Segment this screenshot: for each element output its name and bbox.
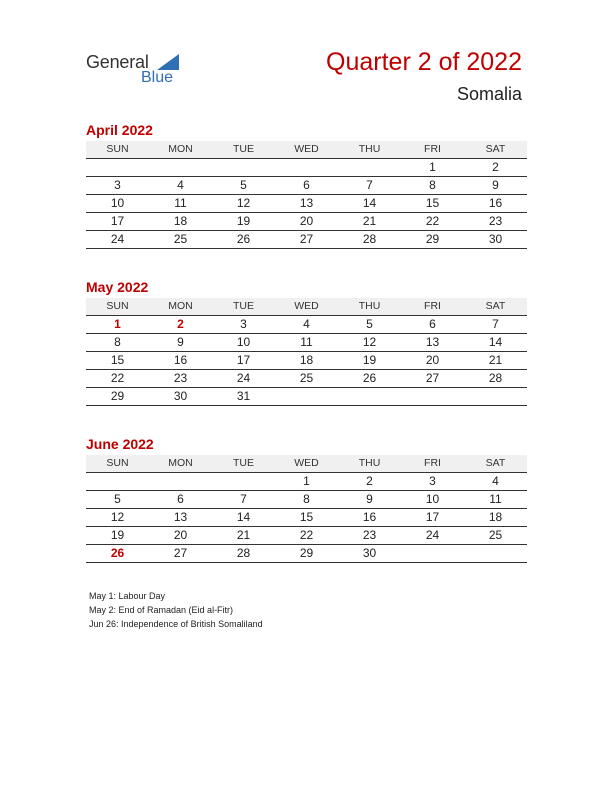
day-cell: 10 bbox=[425, 492, 440, 506]
day-cell: 22 bbox=[299, 528, 314, 542]
day-cell: 9 bbox=[492, 178, 499, 192]
day-cell bbox=[275, 159, 338, 176]
day-cell: 7 bbox=[366, 178, 373, 192]
day-cell: 10 bbox=[236, 335, 251, 349]
weekday-header: WED bbox=[294, 457, 319, 469]
weekday-header: SAT bbox=[485, 300, 506, 312]
day-cell: 1 bbox=[303, 474, 310, 488]
day-cell: 7 bbox=[240, 492, 247, 506]
day-cell: 12 bbox=[362, 335, 377, 349]
day-cell: 13 bbox=[425, 335, 440, 349]
day-cell: 29 bbox=[110, 389, 125, 403]
day-cell: 27 bbox=[173, 546, 188, 560]
day-cell: 19 bbox=[236, 214, 251, 228]
day-cell: 23 bbox=[362, 528, 377, 542]
day-cell: 14 bbox=[236, 510, 251, 524]
day-cell bbox=[86, 159, 149, 176]
day-cell bbox=[338, 388, 401, 405]
page-title: Quarter 2 of 2022 bbox=[326, 48, 522, 76]
day-cell: 15 bbox=[299, 510, 314, 524]
week-row bbox=[86, 473, 527, 491]
day-cell: 8 bbox=[303, 492, 310, 506]
holiday-day-cell: 1 bbox=[114, 317, 121, 331]
day-cell: 25 bbox=[173, 232, 188, 246]
day-cell: 16 bbox=[362, 510, 377, 524]
week-row bbox=[86, 195, 527, 213]
day-cell: 6 bbox=[429, 317, 436, 331]
week-row bbox=[86, 352, 527, 370]
day-cell: 4 bbox=[177, 178, 184, 192]
day-cell: 24 bbox=[425, 528, 440, 542]
day-cell: 13 bbox=[173, 510, 188, 524]
logo-general-text: General bbox=[86, 52, 149, 72]
day-cell: 2 bbox=[366, 474, 373, 488]
weekday-header: FRI bbox=[424, 300, 441, 312]
day-cell: 11 bbox=[300, 335, 313, 349]
day-cell: 21 bbox=[236, 528, 251, 542]
day-cell: 22 bbox=[425, 214, 440, 228]
day-cell: 3 bbox=[114, 178, 121, 192]
weekday-header-row bbox=[86, 298, 527, 316]
holiday-notes bbox=[89, 589, 263, 631]
day-cell: 3 bbox=[240, 317, 247, 331]
day-cell: 20 bbox=[173, 528, 188, 542]
day-cell: 14 bbox=[488, 335, 503, 349]
weekday-header: FRI bbox=[424, 143, 441, 155]
day-cell: 30 bbox=[488, 232, 503, 246]
day-cell: 7 bbox=[492, 317, 499, 331]
day-cell: 18 bbox=[173, 214, 188, 228]
holiday-note: May 2: End of Ramadan (Eid al-Fitr) bbox=[89, 605, 234, 615]
week-row bbox=[86, 177, 527, 195]
day-cell: 30 bbox=[173, 389, 188, 403]
weekday-header: SAT bbox=[485, 143, 506, 155]
month-title: June 2022 bbox=[86, 436, 154, 452]
day-cell bbox=[464, 388, 527, 405]
weekday-header: WED bbox=[294, 300, 319, 312]
holiday-note: May 1: Labour Day bbox=[89, 591, 166, 601]
weekday-header: THU bbox=[358, 457, 381, 469]
day-cell: 4 bbox=[303, 317, 310, 331]
weekday-header: SUN bbox=[106, 457, 129, 469]
weekday-header: SUN bbox=[106, 143, 129, 155]
day-cell: 19 bbox=[362, 353, 377, 367]
week-row bbox=[86, 545, 527, 563]
week-row bbox=[86, 159, 527, 177]
day-cell: 5 bbox=[366, 317, 373, 331]
country-name: Somalia bbox=[456, 84, 522, 104]
holiday-day-cell: 2 bbox=[177, 317, 184, 331]
month-title: April 2022 bbox=[86, 122, 153, 138]
day-cell bbox=[149, 159, 212, 176]
day-cell: 24 bbox=[236, 371, 251, 385]
day-cell: 23 bbox=[488, 214, 503, 228]
weekday-header: THU bbox=[358, 300, 381, 312]
calendar-grid bbox=[86, 298, 527, 406]
day-cell: 13 bbox=[299, 196, 314, 210]
month-june bbox=[86, 436, 527, 563]
day-cell: 25 bbox=[299, 371, 314, 385]
weekday-header-row bbox=[86, 455, 527, 473]
week-row bbox=[86, 491, 527, 509]
day-cell: 18 bbox=[299, 353, 314, 367]
holiday-day-cell: 26 bbox=[110, 546, 125, 560]
month-april bbox=[86, 122, 527, 249]
weekday-header: SUN bbox=[106, 300, 129, 312]
day-cell: 25 bbox=[488, 528, 503, 542]
day-cell: 26 bbox=[236, 232, 251, 246]
holiday-note: Jun 26: Independence of British Somaliland bbox=[89, 619, 263, 629]
calendar-grid bbox=[86, 141, 527, 249]
week-row bbox=[86, 509, 527, 527]
weekday-header: TUE bbox=[233, 300, 254, 312]
weekday-header: SAT bbox=[485, 457, 506, 469]
day-cell: 19 bbox=[110, 528, 125, 542]
month-title: May 2022 bbox=[86, 279, 149, 295]
day-cell bbox=[338, 159, 401, 176]
day-cell: 5 bbox=[240, 178, 247, 192]
week-row bbox=[86, 334, 527, 352]
day-cell: 28 bbox=[236, 546, 251, 560]
calendar-grid bbox=[86, 455, 527, 563]
day-cell: 28 bbox=[362, 232, 377, 246]
weekday-header: THU bbox=[358, 143, 381, 155]
weekday-header-row bbox=[86, 141, 527, 159]
day-cell: 5 bbox=[114, 492, 121, 506]
day-cell: 4 bbox=[492, 474, 499, 488]
day-cell: 6 bbox=[177, 492, 184, 506]
weekday-header: TUE bbox=[233, 457, 254, 469]
logo bbox=[86, 50, 196, 90]
weekday-header: MON bbox=[168, 300, 193, 312]
weekday-header: WED bbox=[294, 143, 319, 155]
day-cell: 27 bbox=[299, 232, 314, 246]
day-cell: 17 bbox=[425, 510, 440, 524]
day-cell: 26 bbox=[362, 371, 377, 385]
day-cell: 14 bbox=[362, 196, 377, 210]
day-cell: 31 bbox=[236, 389, 251, 403]
day-cell: 16 bbox=[173, 353, 188, 367]
day-cell: 20 bbox=[299, 214, 314, 228]
logo-triangle-icon bbox=[157, 54, 179, 70]
weekday-header: MON bbox=[168, 143, 193, 155]
week-row bbox=[86, 527, 527, 545]
week-row bbox=[86, 231, 527, 249]
week-row bbox=[86, 388, 527, 406]
month-may bbox=[86, 279, 527, 406]
day-cell: 29 bbox=[425, 232, 440, 246]
day-cell: 23 bbox=[173, 371, 188, 385]
day-cell: 18 bbox=[488, 510, 503, 524]
day-cell: 17 bbox=[110, 214, 125, 228]
day-cell: 3 bbox=[429, 474, 436, 488]
day-cell: 17 bbox=[236, 353, 251, 367]
day-cell: 30 bbox=[362, 546, 377, 560]
day-cell: 11 bbox=[174, 196, 187, 210]
day-cell bbox=[212, 159, 275, 176]
day-cell: 20 bbox=[425, 353, 440, 367]
weekday-header: MON bbox=[168, 457, 193, 469]
week-row bbox=[86, 316, 527, 334]
day-cell: 21 bbox=[488, 353, 503, 367]
day-cell: 29 bbox=[299, 546, 314, 560]
day-cell: 28 bbox=[488, 371, 503, 385]
day-cell bbox=[149, 473, 212, 490]
day-cell: 21 bbox=[362, 214, 377, 228]
day-cell: 12 bbox=[236, 196, 251, 210]
weekday-header: FRI bbox=[424, 457, 441, 469]
day-cell: 22 bbox=[110, 371, 125, 385]
day-cell: 9 bbox=[366, 492, 373, 506]
day-cell: 9 bbox=[177, 335, 184, 349]
day-cell bbox=[464, 545, 527, 562]
day-cell: 12 bbox=[110, 510, 125, 524]
day-cell: 6 bbox=[303, 178, 310, 192]
day-cell: 1 bbox=[429, 160, 436, 174]
day-cell: 2 bbox=[492, 160, 499, 174]
day-cell: 8 bbox=[429, 178, 436, 192]
day-cell: 15 bbox=[425, 196, 440, 210]
day-cell: 16 bbox=[488, 196, 503, 210]
day-cell: 10 bbox=[110, 196, 125, 210]
day-cell: 8 bbox=[114, 335, 121, 349]
logo-blue-text: Blue bbox=[141, 69, 174, 86]
day-cell bbox=[275, 388, 338, 405]
day-cell: 27 bbox=[425, 371, 440, 385]
day-cell bbox=[401, 545, 464, 562]
day-cell bbox=[212, 473, 275, 490]
day-cell: 15 bbox=[110, 353, 125, 367]
day-cell bbox=[401, 388, 464, 405]
day-cell bbox=[86, 473, 149, 490]
week-row bbox=[86, 213, 527, 231]
day-cell: 11 bbox=[489, 492, 502, 506]
week-row bbox=[86, 370, 527, 388]
day-cell: 24 bbox=[110, 232, 125, 246]
weekday-header: TUE bbox=[233, 143, 254, 155]
